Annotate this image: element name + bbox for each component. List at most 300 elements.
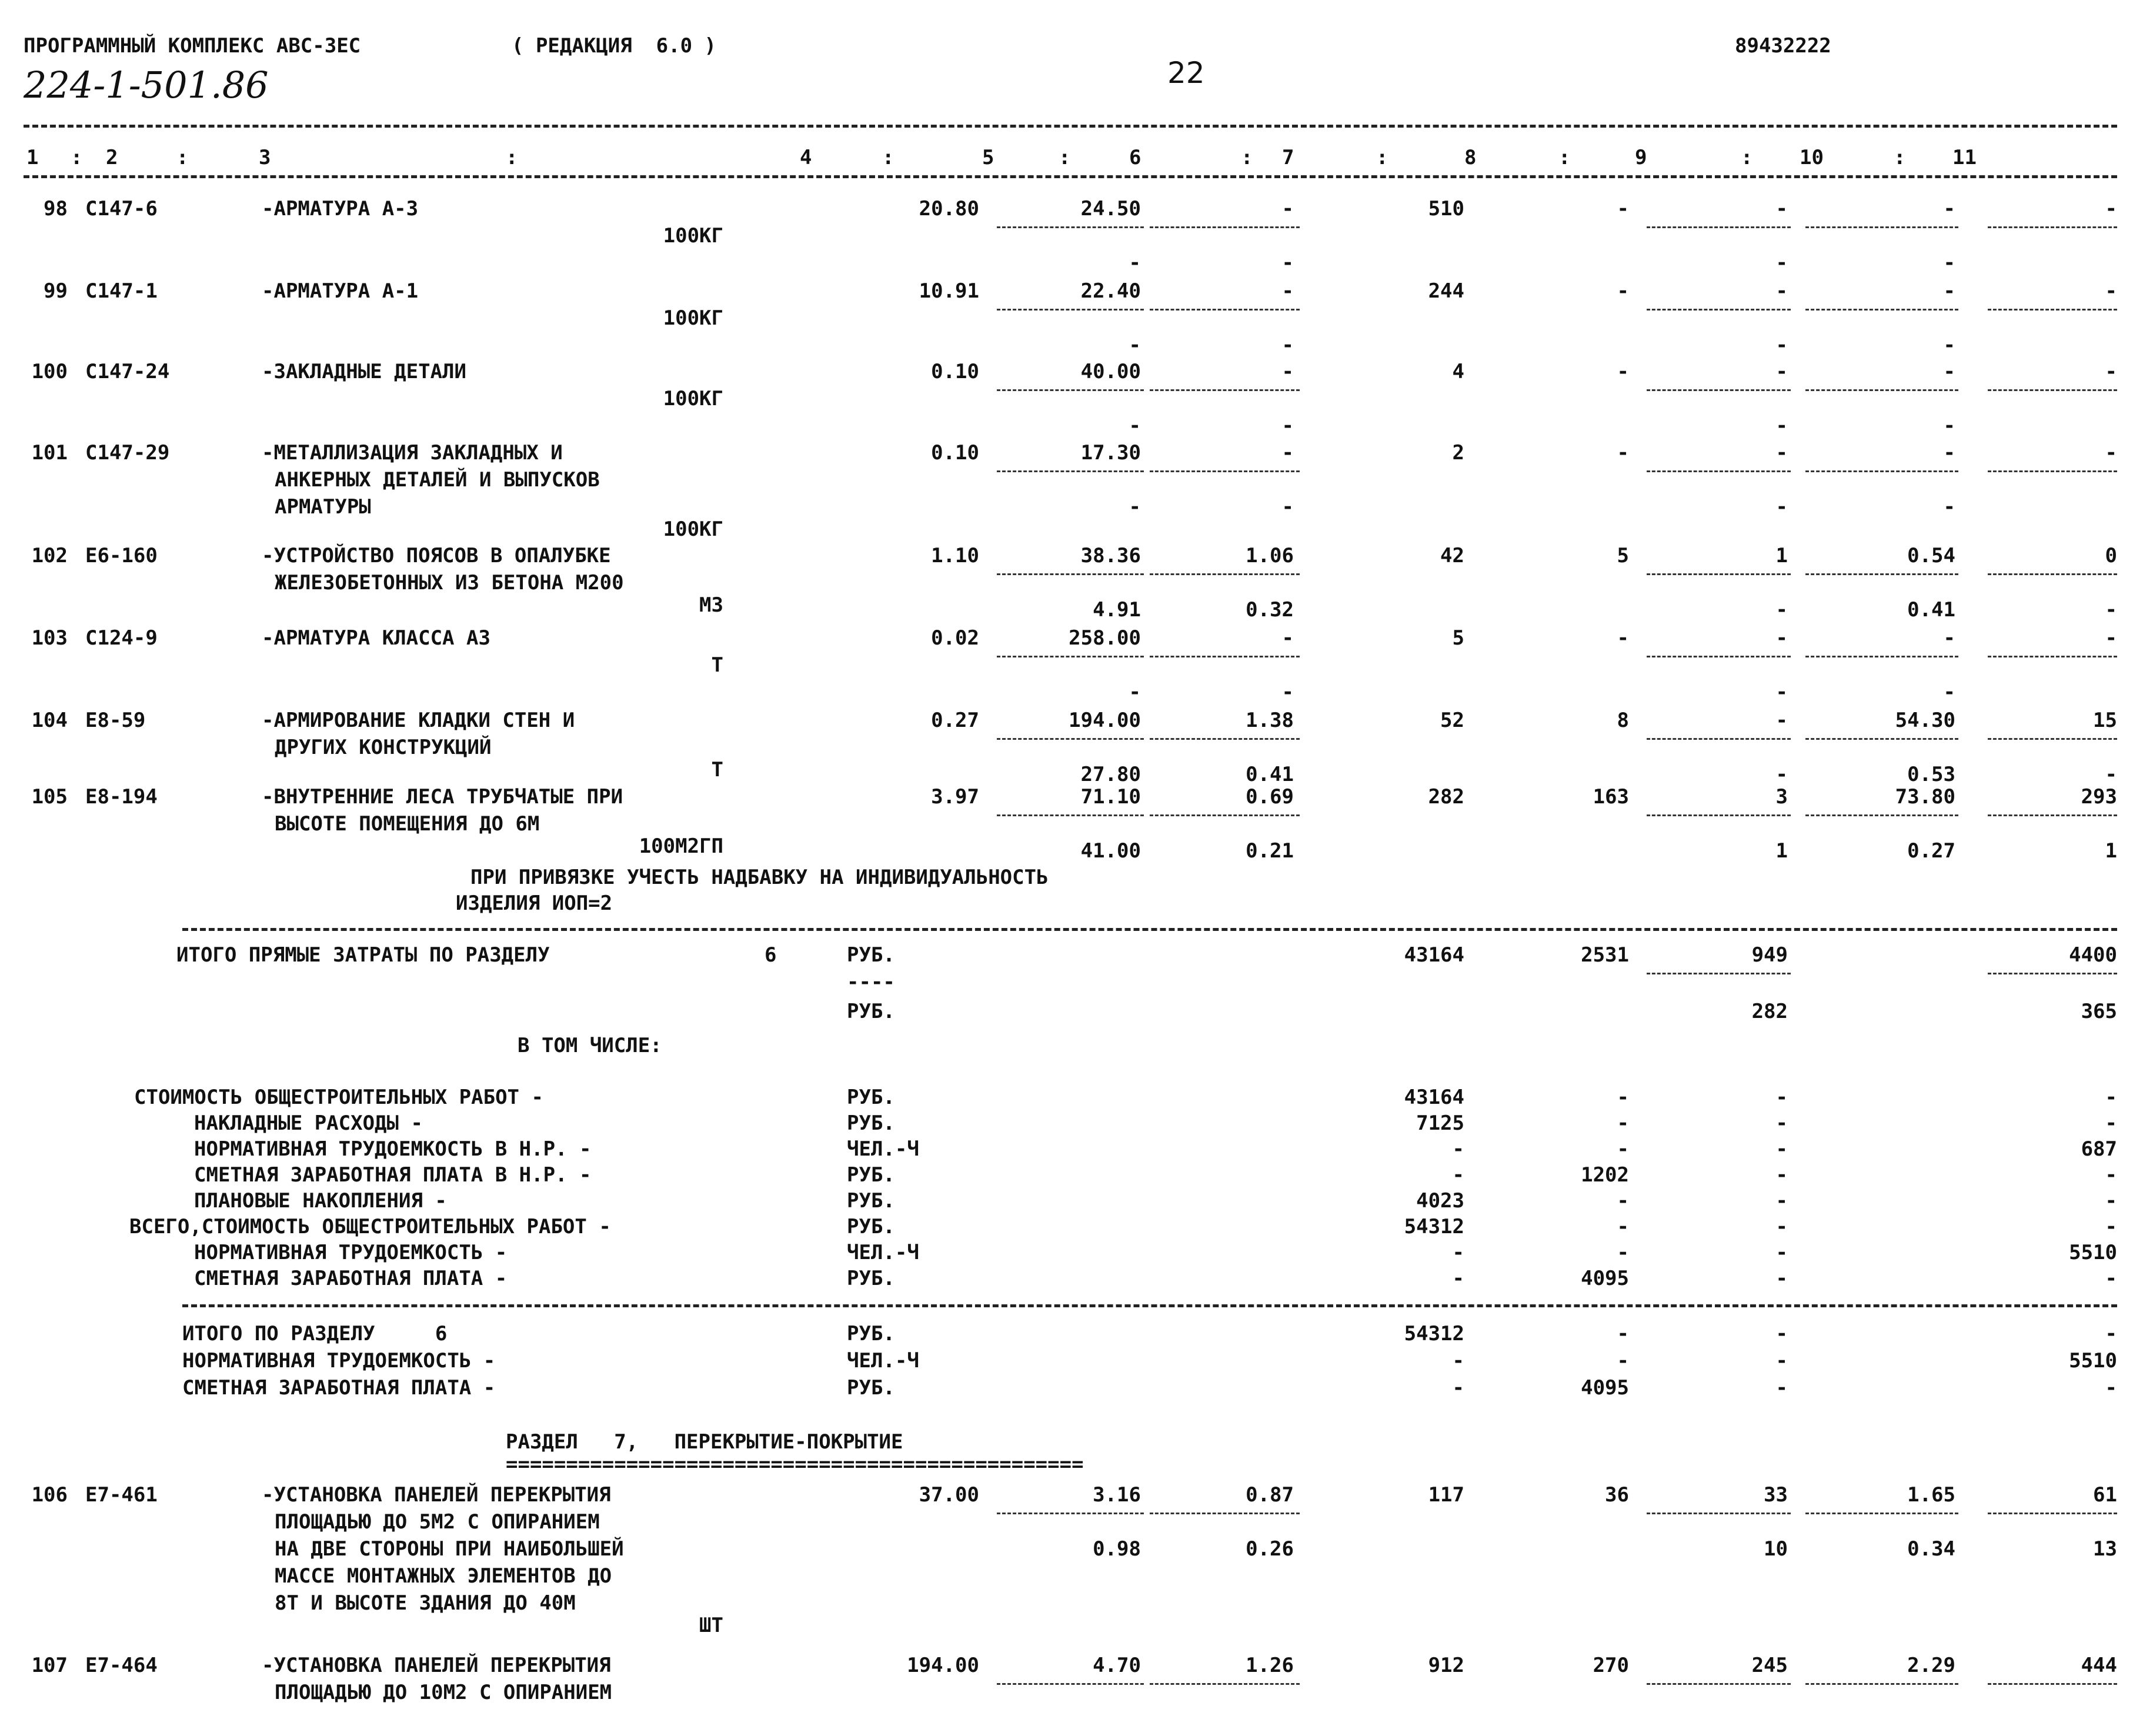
c11-value: - [2105, 1111, 2117, 1135]
column-header-cell: 8 [1464, 146, 1477, 169]
row-number: 106 [31, 1483, 68, 1507]
section-total-rule [182, 1304, 2117, 1307]
c6-value: 1.38 [1246, 709, 1294, 732]
work-name: АРМАТУРЫ [275, 495, 371, 519]
work-name: -АРМИРОВАНИЕ КЛАДКИ СТЕН И [262, 709, 575, 732]
summary-label: СМЕТНАЯ ЗАРАБОТНАЯ ПЛАТА В Н.Р. - [194, 1163, 592, 1187]
quantity: 0.02 [931, 626, 979, 650]
column-header-cell: : [506, 146, 518, 169]
unit: 100КГ [663, 387, 723, 410]
binding-note: ИЗДЕЛИЯ ИОП=2 [456, 892, 613, 915]
c9-value: - [1775, 1376, 1788, 1400]
norm-code: С147-6 [85, 197, 158, 221]
work-name: -УСТРОЙСТВО ПОЯСОВ В ОПАЛУБКЕ [262, 544, 611, 567]
c11-value: 15 [2093, 709, 2117, 732]
c8-value: 4095 [1581, 1376, 1629, 1400]
c6-value: 1.26 [1246, 1654, 1294, 1677]
unit: 100КГ [663, 518, 723, 541]
c7-value: - [1452, 1241, 1464, 1264]
c6-sub-value: 0.26 [1246, 1537, 1294, 1561]
c5-sub-value: - [1129, 333, 1141, 357]
c9-value: - [1775, 1267, 1788, 1290]
total-section-number: 6 [765, 943, 777, 967]
c9-value: - [1775, 360, 1788, 383]
c6-subrule [1150, 309, 1300, 311]
column-header-cell: : [1059, 146, 1071, 169]
c5-value: 17.30 [1080, 441, 1141, 465]
unit: ЧЕЛ.-Ч [847, 1137, 919, 1161]
c11-sub-value: - [2105, 763, 2117, 786]
c7-value: - [1452, 1137, 1464, 1161]
section-title-underline: ================================================ [506, 1453, 1084, 1476]
row-number: 104 [31, 709, 68, 732]
c8-value: - [1617, 1241, 1629, 1264]
c6-value: - [1281, 279, 1294, 303]
column-header-cell: : [1241, 146, 1253, 169]
document-code: 89432222 [1735, 34, 1831, 58]
c8-value: - [1617, 626, 1629, 650]
row-number: 107 [31, 1654, 68, 1677]
norm-code: Е7-461 [85, 1483, 158, 1507]
c6-value: - [1281, 441, 1294, 465]
c11-value: - [2105, 1086, 2117, 1109]
c9-sub-value: - [1775, 414, 1788, 438]
c5-subrule [997, 656, 1144, 657]
unit: М3 [699, 593, 723, 617]
c8-value: - [1617, 441, 1629, 465]
c6-subrule [1150, 389, 1300, 391]
c6-value: 1.06 [1246, 544, 1294, 567]
c8-value: - [1617, 360, 1629, 383]
page-number: 22 [1167, 56, 1205, 90]
c9-sub-value: - [1775, 763, 1788, 786]
quantity: 0.27 [931, 709, 979, 732]
c7-value: - [1452, 1267, 1464, 1290]
c9-value: - [1775, 1137, 1788, 1161]
c9-subrule [1647, 470, 1791, 472]
summary-label: НОРМАТИВНАЯ ТРУДОЕМКОСТЬ - [194, 1241, 508, 1264]
c8-value: - [1617, 1137, 1629, 1161]
c9-value: - [1775, 441, 1788, 465]
c11-sub-value: - [2105, 598, 2117, 622]
c5-sub-value: - [1129, 251, 1141, 275]
section-total-label: НОРМАТИВНАЯ ТРУДОЕМКОСТЬ - [182, 1349, 496, 1373]
c9-subrule [1647, 389, 1791, 391]
c11-value: - [2105, 1322, 2117, 1346]
binding-note: ПРИ ПРИВЯЗКЕ УЧЕСТЬ НАДБАВКУ НА ИНДИВИДУАЛЬНОСТЬ [470, 866, 1049, 889]
work-name: -ЗАКЛАДНЫЕ ДЕТАЛИ [262, 360, 466, 383]
unit: РУБ. [847, 1189, 895, 1213]
c7-value: 43164 [1404, 943, 1464, 967]
c9-value: - [1775, 197, 1788, 221]
c9-subrule [1647, 973, 1791, 974]
c5-subrule [997, 1513, 1144, 1514]
work-name: -ВНУТРЕННИЕ ЛЕСА ТРУБЧАТЫЕ ПРИ [262, 785, 623, 809]
c5-sub-value: 4.91 [1093, 598, 1141, 622]
row-number: 103 [31, 626, 68, 650]
c11-subrule [1988, 1513, 2117, 1514]
column-header-cell: : [1741, 146, 1753, 169]
c11-value: - [2105, 360, 2117, 383]
c8-value: - [1617, 1189, 1629, 1213]
c9-subrule [1647, 738, 1791, 740]
c9-value: - [1775, 1349, 1788, 1373]
c9-value: - [1775, 1189, 1788, 1213]
quantity: 10.91 [919, 279, 979, 303]
unit: Т [711, 653, 723, 677]
c10-sub-value: - [1943, 414, 1955, 438]
c9-value: - [1775, 626, 1788, 650]
c7-value: - [1452, 1163, 1464, 1187]
quantity: 0.10 [931, 360, 979, 383]
work-name: МАССЕ МОНТАЖНЫХ ЭЛЕМЕНТОВ ДО [275, 1564, 612, 1588]
c5-sub-value: 0.98 [1093, 1537, 1141, 1561]
c6-subrule [1150, 738, 1300, 740]
c7-value: 912 [1428, 1654, 1464, 1677]
c10-subrule [1805, 1513, 1958, 1514]
c5-value: 24.50 [1080, 197, 1141, 221]
c11-subrule [1988, 309, 2117, 311]
c11-subrule [1988, 973, 2117, 974]
c6-sub-value: 0.32 [1246, 598, 1294, 622]
c6-subrule [1150, 1513, 1300, 1514]
work-name: ПЛОЩАДЬЮ ДО 5М2 С ОПИРАНИЕМ [275, 1510, 600, 1534]
c5-subrule [997, 738, 1144, 740]
c6-subrule [1150, 573, 1300, 575]
c9-value: - [1775, 1111, 1788, 1135]
column-header-cell: 1 [26, 146, 39, 169]
c6-value: - [1281, 197, 1294, 221]
unit: РУБ. [847, 1376, 895, 1400]
c6-subrule [1150, 470, 1300, 472]
unit: ЧЕЛ.-Ч [847, 1349, 919, 1373]
c5-subrule [997, 309, 1144, 311]
norm-code: С124-9 [85, 626, 158, 650]
unit: ШТ [699, 1614, 723, 1637]
column-header-cell: 7 [1282, 146, 1294, 169]
work-name: ПЛОЩАДЬЮ ДО 10М2 С ОПИРАНИЕМ [275, 1681, 612, 1704]
edition-label: ( РЕДАКЦИЯ 6.0 ) [512, 34, 716, 58]
summary-label: СТОИМОСТЬ ОБЩЕСТРОИТЕЛЬНЫХ РАБОТ - [134, 1086, 543, 1109]
unit: РУБ. [847, 1215, 895, 1238]
c7-value: 2 [1452, 441, 1464, 465]
c7-value: 4023 [1416, 1189, 1464, 1213]
quantity: 0.10 [931, 441, 979, 465]
c9-subrule [1647, 309, 1791, 311]
c11-value: 444 [2081, 1654, 2117, 1677]
c5-subrule [997, 573, 1144, 575]
work-name: ДРУГИХ КОНСТРУКЦИЙ [275, 736, 492, 759]
c5-subrule [997, 814, 1144, 816]
c11-value: - [2105, 279, 2117, 303]
unit: Т [711, 758, 723, 782]
c7-value: 4 [1452, 360, 1464, 383]
c7-value: 7125 [1416, 1111, 1464, 1135]
c5-subrule [997, 470, 1144, 472]
c10-value: 73.80 [1895, 785, 1955, 809]
c9-value: 1 [1775, 544, 1788, 567]
unit: РУБ. [847, 1111, 895, 1135]
c7-value: 282 [1428, 785, 1464, 809]
c8-value: - [1617, 1111, 1629, 1135]
c5-subrule [997, 226, 1144, 228]
column-header-cell: : [1376, 146, 1388, 169]
c9-value: - [1775, 709, 1788, 732]
c6-value: - [1281, 626, 1294, 650]
c7-value: 244 [1428, 279, 1464, 303]
row-number: 105 [31, 785, 68, 809]
column-header-cell: : [176, 146, 189, 169]
norm-code: Е8-59 [85, 709, 146, 732]
c10-sub-value: - [1943, 333, 1955, 357]
c11-subrule [1988, 226, 2117, 228]
c10-value: - [1943, 441, 1955, 465]
c9-subrule [1647, 226, 1791, 228]
c10-value: 0.54 [1907, 544, 1955, 567]
c8-value: - [1617, 1086, 1629, 1109]
c8-value: 1202 [1581, 1163, 1629, 1187]
summary-label: НАКЛАДНЫЕ РАСХОДЫ - [194, 1111, 423, 1135]
quantity: 194.00 [907, 1654, 979, 1677]
c9-sub-value: - [1775, 495, 1788, 519]
c8-value: 163 [1593, 785, 1629, 809]
c5-sub-value: - [1129, 495, 1141, 519]
section-title: РАЗДЕЛ 7, ПЕРЕКРЫТИЕ-ПОКРЫТИЕ [506, 1430, 903, 1454]
c6-sub-value: - [1281, 333, 1294, 357]
work-name: 8Т И ВЫСОТЕ ЗДАНИЯ ДО 40М [275, 1591, 576, 1615]
c9-value: 245 [1751, 1654, 1788, 1677]
c5-value: 258.00 [1069, 626, 1141, 650]
work-name: НА ДВЕ СТОРОНЫ ПРИ НАИБОЛЬШЕЙ [275, 1537, 624, 1561]
work-name: -УСТАНОВКА ПАНЕЛЕЙ ПЕРЕКРЫТИЯ [262, 1483, 611, 1507]
quantity: 3.97 [931, 785, 979, 809]
norm-code: С147-1 [85, 279, 158, 303]
c6-subrule [1150, 814, 1300, 816]
row-number: 102 [31, 544, 68, 567]
c9-value: - [1775, 1241, 1788, 1264]
c9-value: - [1775, 279, 1788, 303]
c9-sub-value: - [1775, 598, 1788, 622]
row-number: 101 [31, 441, 68, 465]
c5-value: 194.00 [1069, 709, 1141, 732]
c5-value: 71.10 [1080, 785, 1141, 809]
c11-value: 293 [2081, 785, 2117, 809]
c11-value: - [2105, 441, 2117, 465]
c5-sub-value: - [1129, 680, 1141, 704]
row-number: 98 [44, 197, 68, 221]
c10-subrule [1805, 389, 1958, 391]
c11-sub-value: 13 [2093, 1537, 2117, 1561]
unit: РУБ. [847, 1000, 895, 1023]
section-total-label: ИТОГО ПО РАЗДЕЛУ 6 [182, 1322, 448, 1346]
column-header-cell: : [71, 146, 83, 169]
c7-value: 117 [1428, 1483, 1464, 1507]
norm-code: С147-29 [85, 441, 170, 465]
c9-sub-value: 282 [1751, 1000, 1788, 1023]
c6-value: 0.87 [1246, 1483, 1294, 1507]
norm-code: С147-24 [85, 360, 170, 383]
c10-sub-value: 0.34 [1907, 1537, 1955, 1561]
c11-value: - [2105, 1215, 2117, 1238]
c7-value: - [1452, 1376, 1464, 1400]
unit: РУБ. [847, 1086, 895, 1109]
quantity: 20.80 [919, 197, 979, 221]
summary-label: ПЛАНОВЫЕ НАКОПЛЕНИЯ - [194, 1189, 447, 1213]
c9-subrule [1647, 814, 1791, 816]
c8-value: 2531 [1581, 943, 1629, 967]
c9-sub-value: 1 [1775, 839, 1788, 863]
c8-value: - [1617, 197, 1629, 221]
unit: РУБ. [847, 1322, 895, 1346]
c10-subrule [1805, 738, 1958, 740]
program-name: ПРОГРАММНЫЙ КОМПЛЕКС АВС-ЗЕС [24, 34, 361, 58]
c9-value: 949 [1751, 943, 1788, 967]
c9-value: - [1775, 1163, 1788, 1187]
work-name: -АРМАТУРА А-3 [262, 197, 419, 221]
c8-value: - [1617, 1349, 1629, 1373]
c11-value: - [2105, 1267, 2117, 1290]
c11-sub-value: 1 [2105, 839, 2117, 863]
c11-subrule [1988, 573, 2117, 575]
work-name: АНКЕРНЫХ ДЕТАЛЕЙ И ВЫПУСКОВ [275, 468, 600, 492]
c11-value: 5510 [2069, 1349, 2117, 1373]
quantity: 1.10 [931, 544, 979, 567]
c11-value: - [2105, 1376, 2117, 1400]
c7-value: 42 [1440, 544, 1464, 567]
unit: РУБ. [847, 1163, 895, 1187]
column-header-cell: : [1558, 146, 1571, 169]
c6-sub-value: - [1281, 251, 1294, 275]
c7-value: 510 [1428, 197, 1464, 221]
column-header-cell: 3 [259, 146, 271, 169]
section-total-label: СМЕТНАЯ ЗАРАБОТНАЯ ПЛАТА - [182, 1376, 496, 1400]
c5-sub-value: 41.00 [1080, 839, 1141, 863]
c9-sub-value: - [1775, 680, 1788, 704]
c10-sub-value: 0.27 [1907, 839, 1955, 863]
c11-value: 4400 [2069, 943, 2117, 967]
c5-value: 40.00 [1080, 360, 1141, 383]
c6-sub-value: 0.41 [1246, 763, 1294, 786]
column-header-cell: 5 [982, 146, 994, 169]
total-direct-label: ИТОГО ПРЯМЫЕ ЗАТРАТЫ ПО РАЗДЕЛУ [176, 943, 550, 967]
row-number: 99 [44, 279, 68, 303]
c6-value: - [1281, 360, 1294, 383]
total-rule [182, 928, 2117, 931]
c5-sub-value: - [1129, 414, 1141, 438]
unit-dash: ---- [847, 970, 895, 994]
c11-value: 5510 [2069, 1241, 2117, 1264]
quantity: 37.00 [919, 1483, 979, 1507]
c8-value: - [1617, 1215, 1629, 1238]
c6-sub-value: - [1281, 680, 1294, 704]
c10-value: 54.30 [1895, 709, 1955, 732]
c11-value: - [2105, 1163, 2117, 1187]
c10-value: 2.29 [1907, 1654, 1955, 1677]
c11-value: 687 [2081, 1137, 2117, 1161]
c11-value: - [2105, 1189, 2117, 1213]
c9-value: 33 [1764, 1483, 1788, 1507]
c9-value: - [1775, 1215, 1788, 1238]
work-name: ЖЕЛЕЗОБЕТОННЫХ ИЗ БЕТОНА М200 [275, 571, 624, 595]
c10-subrule [1805, 573, 1958, 575]
summary-label: ВСЕГО,СТОИМОСТЬ ОБЩЕСТРОИТЕЛЬНЫХ РАБОТ - [129, 1215, 611, 1238]
column-header-cell: : [1894, 146, 1906, 169]
c9-sub-value: 10 [1764, 1537, 1788, 1561]
c5-subrule [997, 389, 1144, 391]
c11-subrule [1988, 470, 2117, 472]
unit: 100КГ [663, 306, 723, 330]
c5-sub-value: 27.80 [1080, 763, 1141, 786]
c9-subrule [1647, 1513, 1791, 1514]
c6-sub-value: - [1281, 414, 1294, 438]
c7-value: 5 [1452, 626, 1464, 650]
handwritten-project-code: 224-1-501.86 [24, 64, 269, 106]
work-name: -МЕТАЛЛИЗАЦИЯ ЗАКЛАДНЫХ И [262, 441, 563, 465]
c5-value: 3.16 [1093, 1483, 1141, 1507]
c8-value: 270 [1593, 1654, 1629, 1677]
c10-value: 1.65 [1907, 1483, 1955, 1507]
c11-value: 0 [2105, 544, 2117, 567]
c6-subrule [1150, 226, 1300, 228]
unit: 100М2ГП [639, 834, 723, 858]
work-name: -АРМАТУРА А-1 [262, 279, 419, 303]
column-header-cell: 10 [1800, 146, 1824, 169]
c11-subrule [1988, 389, 2117, 391]
c10-subrule [1805, 470, 1958, 472]
norm-code: Е6-160 [85, 544, 158, 567]
c10-value: - [1943, 197, 1955, 221]
c11-subrule [1988, 656, 2117, 657]
c6-sub-value: - [1281, 495, 1294, 519]
c9-subrule [1647, 1683, 1791, 1685]
c10-sub-value: - [1943, 680, 1955, 704]
c11-subrule [1988, 1683, 2117, 1685]
unit: 100КГ [663, 224, 723, 248]
c10-sub-value: 0.53 [1907, 763, 1955, 786]
unit: РУБ. [847, 943, 895, 967]
c9-subrule [1647, 656, 1791, 657]
summary-label: НОРМАТИВНАЯ ТРУДОЕМКОСТЬ В Н.Р. - [194, 1137, 592, 1161]
column-header-cell: 2 [106, 146, 118, 169]
summary-label: СМЕТНАЯ ЗАРАБОТНАЯ ПЛАТА - [194, 1267, 508, 1290]
c8-value: - [1617, 1322, 1629, 1346]
norm-code: Е8-194 [85, 785, 158, 809]
c10-sub-value: - [1943, 251, 1955, 275]
work-name: -АРМАТУРА КЛАССА А3 [262, 626, 490, 650]
c6-subrule [1150, 1683, 1300, 1685]
c9-value: - [1775, 1322, 1788, 1346]
c7-value: 54312 [1404, 1322, 1464, 1346]
c8-value: 8 [1617, 709, 1629, 732]
c11-subrule [1988, 814, 2117, 816]
c8-value: 4095 [1581, 1267, 1629, 1290]
including-label: В ТОМ ЧИСЛЕ: [518, 1034, 662, 1057]
c7-value: 54312 [1404, 1215, 1464, 1238]
unit: ЧЕЛ.-Ч [847, 1241, 919, 1264]
header-rule-bottom [24, 175, 2117, 178]
c5-value: 4.70 [1093, 1654, 1141, 1677]
c9-sub-value: - [1775, 251, 1788, 275]
c5-subrule [997, 1683, 1144, 1685]
c11-value: 61 [2093, 1483, 2117, 1507]
c8-value: 36 [1605, 1483, 1629, 1507]
c6-subrule [1150, 656, 1300, 657]
c5-value: 38.36 [1080, 544, 1141, 567]
c11-value: - [2105, 626, 2117, 650]
c10-value: - [1943, 360, 1955, 383]
c9-value: - [1775, 1086, 1788, 1109]
c8-value: - [1617, 279, 1629, 303]
